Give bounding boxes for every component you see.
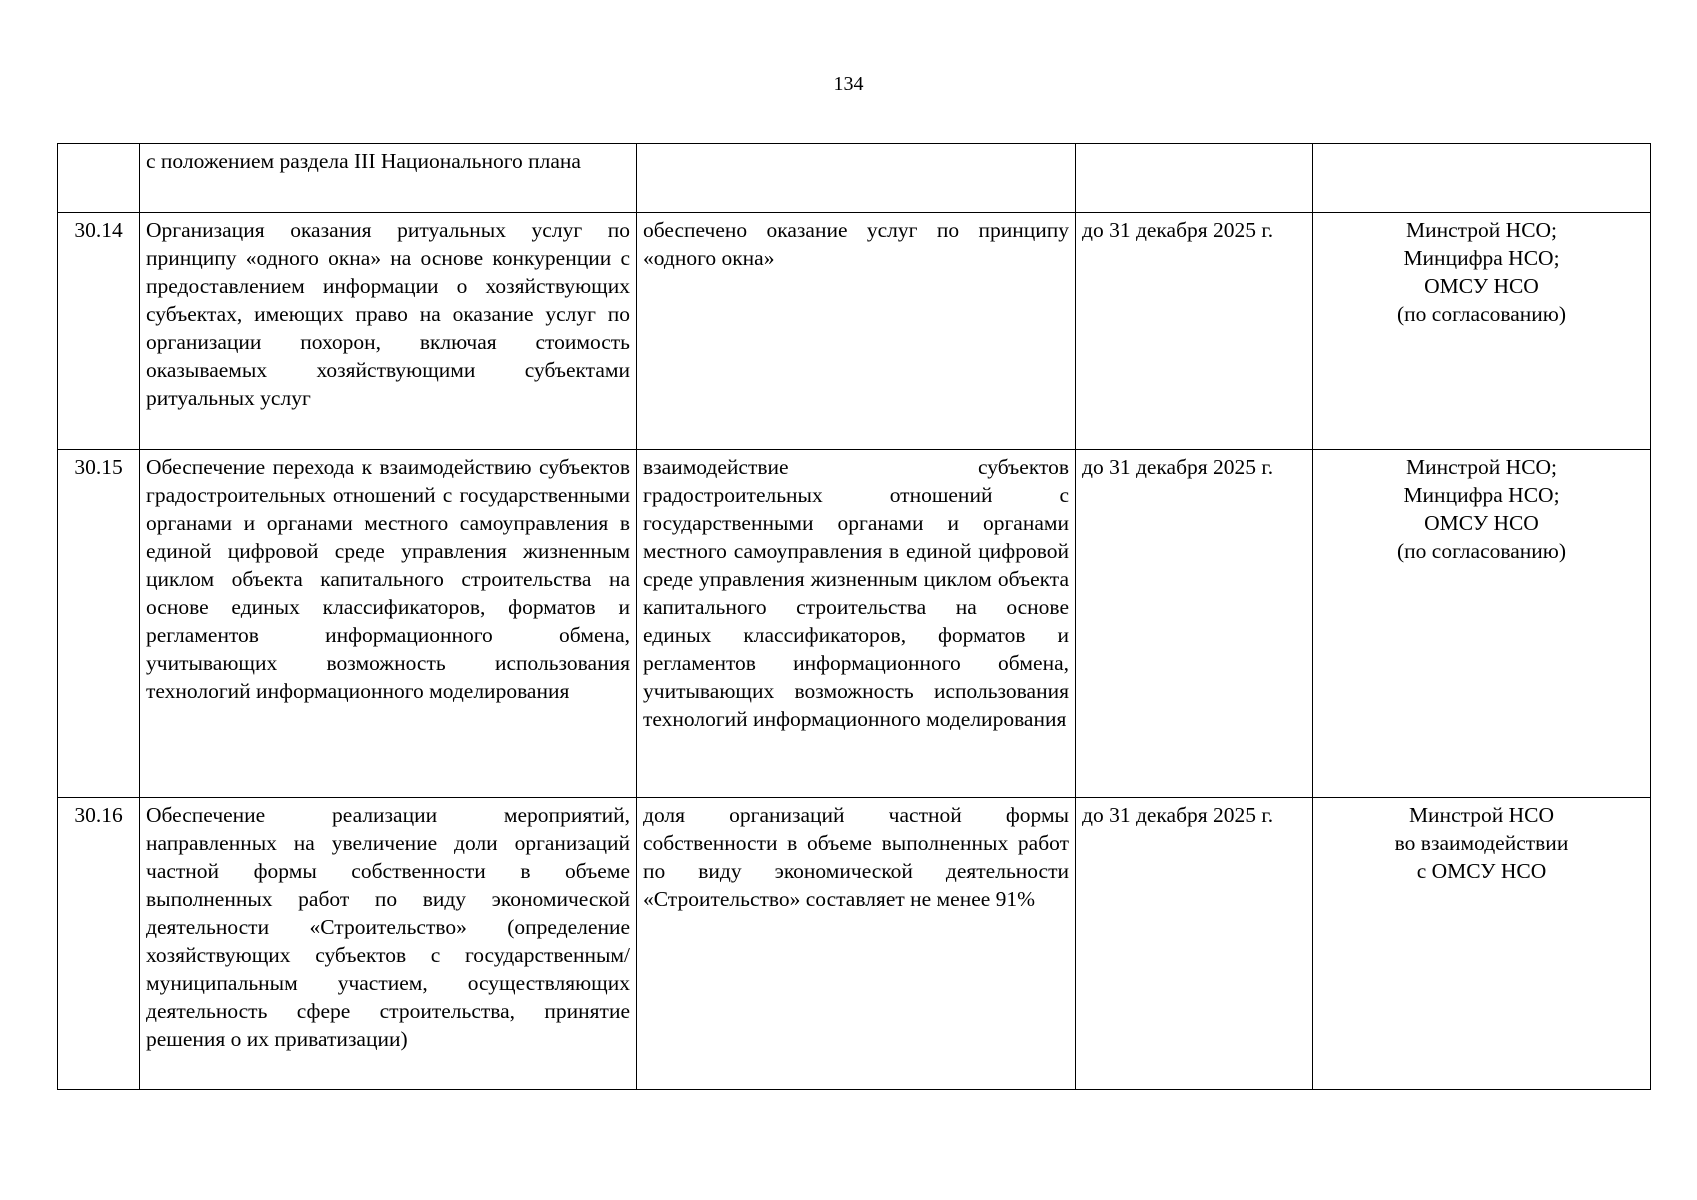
table-row	[58, 213, 1651, 450]
responsible-cell	[1313, 144, 1651, 213]
measure-cell: Обеспечение реализации мероприятий, направленных на увеличение доли организаций частной формы собственности в объеме выполненных работ по виду экономической деятельности «Строительство» (определение хозяйствующих субъектов с государственным/муниципальным участием, осуществляющих деятельность сфере строительства, принятие решения о их приватизации)	[140, 798, 637, 1090]
measure-cell: Организация оказания ритуальных услуг по принципу «одного окна» на основе конкуренции с предоставлением информации о хозяйствующих субъектах, имеющих право на оказание услуг по организации похорон, включая стоимость оказываемых хозяйствующими субъектами ритуальных услуг	[140, 213, 637, 450]
responsible-line: Минстрой НСО	[1408, 803, 1555, 827]
result-cell: взаимодействие субъектов градостроительных отношений с государственными органами и органами местного самоуправления в единой цифровой среде управления жизненным циклом объекта капитального строительства на основе единых классификаторов, форматов и регламентов информационного обмена, учитывающих возможность использования технологий информационного моделирования	[637, 450, 1076, 798]
deadline-cell: до 31 декабря 2025 г.	[1076, 798, 1313, 1090]
result-cell: обеспечено оказание услуг по принципу «одного окна»	[637, 213, 1076, 450]
page-number: 134	[833, 73, 864, 95]
responsible-line: во взаимодействии	[1394, 831, 1569, 855]
responsible-line: (по согласованию)	[1396, 302, 1567, 326]
responsible-line: ОМСУ НСО	[1424, 274, 1539, 298]
responsible-cell	[1313, 798, 1651, 1090]
responsible-cell	[1313, 213, 1651, 450]
result-cell	[637, 144, 1076, 213]
responsible-cell	[1313, 450, 1651, 798]
deadline-cell: до 31 декабря 2025 г.	[1076, 213, 1313, 450]
responsible-line: Минцифра НСО;	[1403, 483, 1560, 507]
responsible-line: Минцифра НСО;	[1403, 246, 1560, 270]
measure-cell: с положением раздела III Национального плана	[140, 144, 637, 213]
table-row	[58, 144, 1651, 213]
row-number: 30.14	[58, 213, 140, 450]
row-number	[58, 144, 140, 213]
deadline-cell	[1076, 144, 1313, 213]
responsible-line: ОМСУ НСО	[1424, 511, 1539, 535]
table-row	[58, 450, 1651, 798]
responsible-line: Минстрой НСО;	[1405, 218, 1558, 242]
responsible-line: Минстрой НСО;	[1405, 455, 1558, 479]
result-cell: доля организаций частной формы собственности в объеме выполненных работ по виду экономической деятельности «Строительство» составляет не менее 91%	[637, 798, 1076, 1090]
responsible-line: (по согласованию)	[1396, 539, 1567, 563]
row-number: 30.15	[58, 450, 140, 798]
deadline-cell: до 31 декабря 2025 г.	[1076, 450, 1313, 798]
row-number: 30.16	[58, 798, 140, 1090]
measure-cell: Обеспечение перехода к взаимодействию субъектов градостроительных отношений с государственными органами и органами местного самоуправления в единой цифровой среде управления жизненным циклом объекта капитального строительства на основе единых классификаторов, форматов и регламентов информационного обмена, учитывающих возможность использования технологий информационного моделирования	[140, 450, 637, 798]
table-row	[58, 798, 1651, 1090]
measures-table	[57, 143, 1651, 1090]
responsible-line: с ОМСУ НСО	[1416, 859, 1547, 883]
